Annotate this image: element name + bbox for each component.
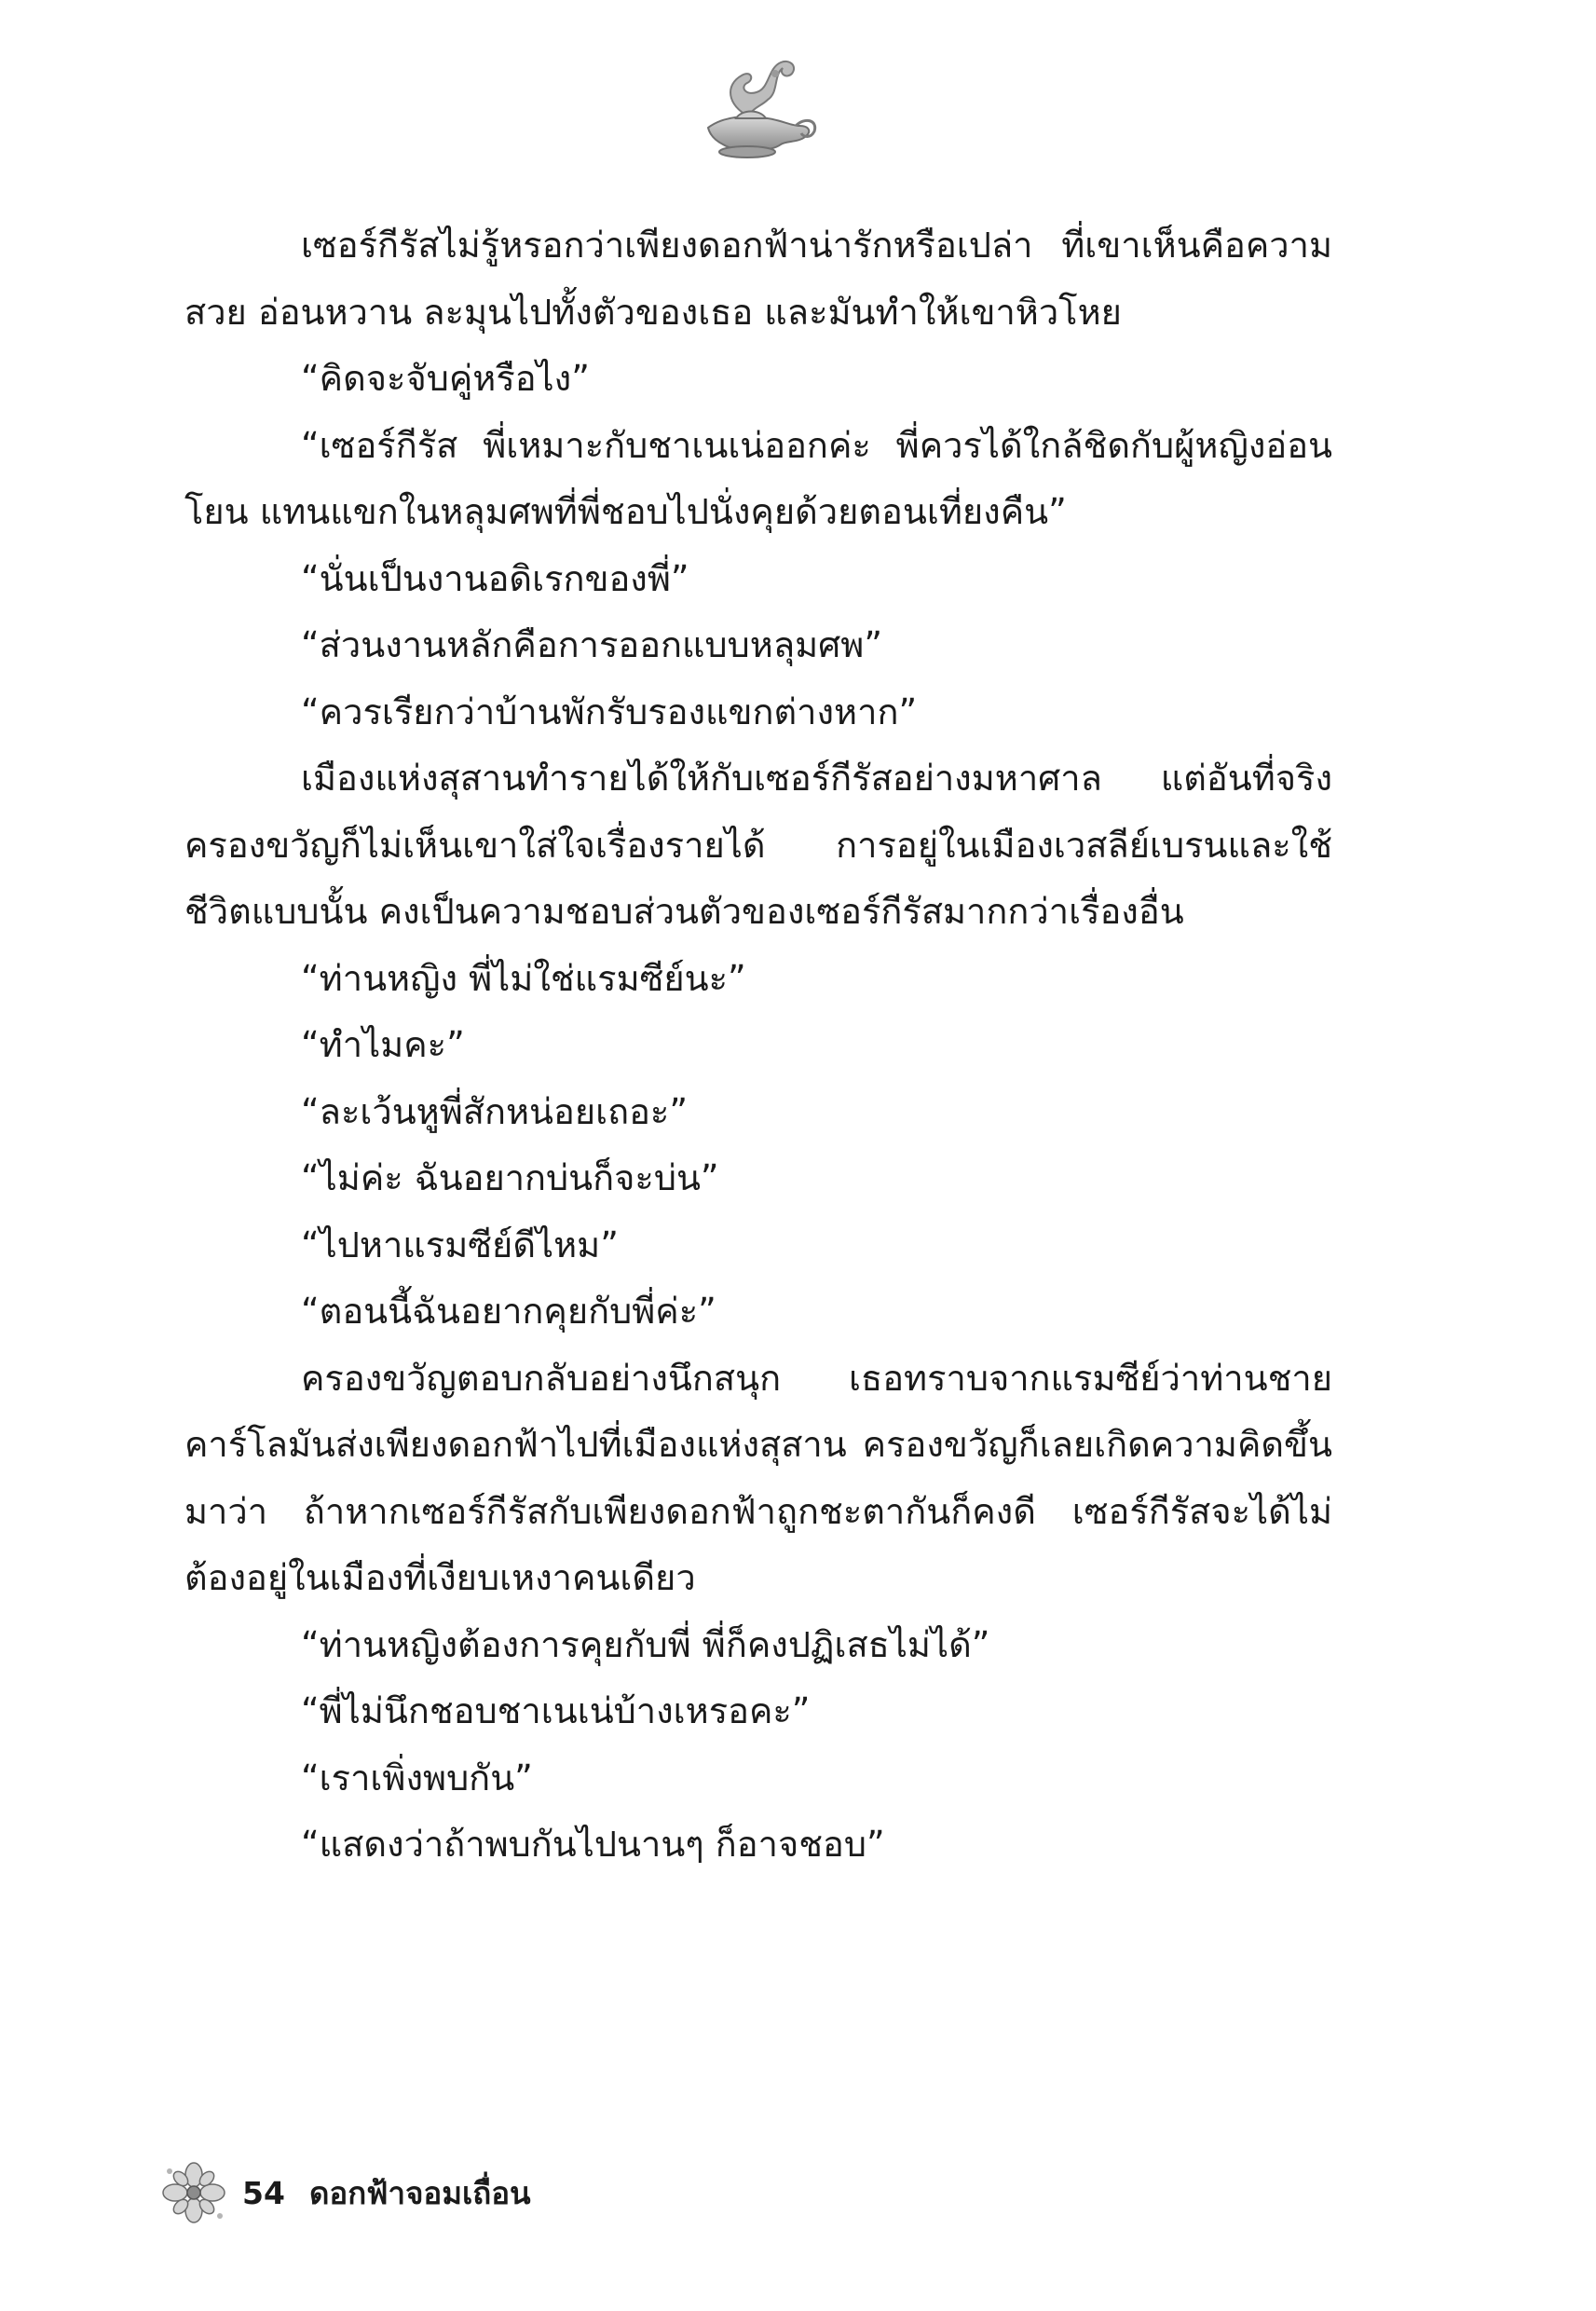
paragraph: ครองขวัญตอบกลับอย่างนึกสนุก เธอทราบจากแรมซีย์ว่าท่านชายคาร์โลมันส่งเพียงดอกฟ้าไปที่เมืองแห่งสุสาน ครองขวัญก็เลยเกิดความคิดขึ้นมาว่า ถ้าหากเซอร์กีรัสกับเพียงดอกฟ้าถูกชะตากันก็คงดี เซอร์กีรัสจะได้ไม่ต้องอยู่ในเมืองที่เงียบเหงาคนเดียว (184, 1357, 1332, 1598)
dialogue-line: “เราเพิ่งพบกัน” (301, 1757, 533, 1798)
flower-icon (160, 2162, 227, 2223)
paragraph: “เซอร์กีรัส พี่เหมาะกับชาเนเน่ออกค่ะ พี่ควรได้ใกล้ชิดกับผู้หญิงอ่อนโยน แทนแขกในหลุมศพที่พี่ชอบไปนั่งคุยด้วยตอนเที่ยงคืน” (184, 424, 1332, 532)
dialogue-line: “ตอนนี้ฉันอยากคุยกับพี่ค่ะ” (301, 1291, 716, 1332)
book-title: ดอกฟ้าจอมเถื่อน (308, 2174, 531, 2211)
dialogue-line: “แสดงว่าถ้าพบกันไปนานๆ ก็อาจชอบ” (301, 1824, 885, 1865)
dialogue-line: “คิดจะจับคู่หรือไง” (301, 358, 590, 399)
genie-lamp-icon (689, 51, 820, 163)
dialogue-line: “นั่นเป็นงานอดิเรกของพี่” (301, 557, 689, 599)
dialogue-line: “ท่านหญิงต้องการคุยกับพี่ พี่ก็คงปฏิเสธไม่ได้” (301, 1623, 990, 1665)
dialogue-line: “พี่ไม่นึกชอบชาเนเน่บ้างเหรอคะ” (301, 1690, 811, 1731)
dialogue-line: “ไม่ค่ะ ฉันอยากบ่นก็จะบ่น” (301, 1157, 719, 1198)
page-body (184, 212, 1332, 1879)
paragraph: เมืองแห่งสุสานทำรายได้ให้กับเซอร์กีรัสอย่างมหาศาล แต่อันที่จริงครองขวัญก็ไม่เห็นเขาใส่ใจเรื่องรายได้ การอยู่ในเมืองเวสลีย์เบรนและใช้ชีวิตแบบนั้น คงเป็นความชอบส่วนตัวของเซอร์กีรัสมากกว่าเรื่องอื่น (184, 758, 1332, 932)
dialogue-line: “ส่วนงานหลักคือการออกแบบหลุมศพ” (301, 624, 883, 665)
dialogue-line: “ควรเรียกว่าบ้านพักรับรองแขกต่างหาก” (301, 691, 918, 732)
dialogue-line: “ท่านหญิง พี่ไม่ใช่แรมซีย์นะ” (301, 957, 746, 999)
page-number: 54 (242, 2174, 285, 2211)
dialogue-line: “ละเว้นหูพี่สักหน่อยเถอะ” (301, 1090, 689, 1132)
dialogue-line: “ไปหาแรมซีย์ดีไหม” (301, 1224, 619, 1265)
dialogue-line: “ทำไมคะ” (301, 1024, 465, 1065)
page-footer (160, 2160, 531, 2225)
paragraph: เซอร์กีรัสไม่รู้หรอกว่าเพียงดอกฟ้าน่ารักหรือเปล่า ที่เขาเห็นคือความสวย อ่อนหวาน ละมุนไปทั้งตัวของเธอ และมันทำให้เขาหิวโหย (184, 225, 1332, 333)
